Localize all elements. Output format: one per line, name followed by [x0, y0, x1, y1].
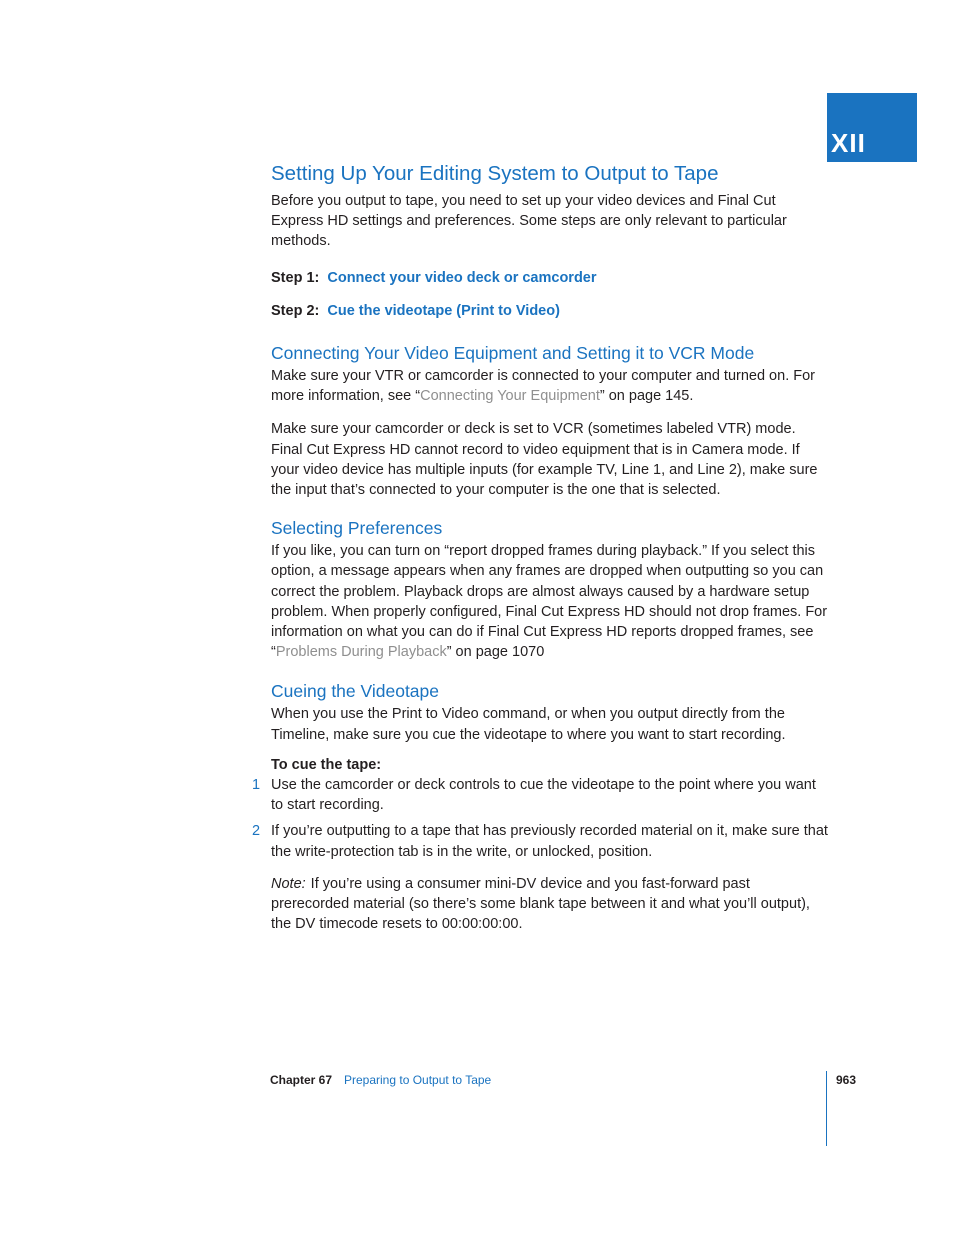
page-number: 963	[836, 1073, 857, 1087]
xref-connecting-equipment[interactable]: Connecting Your Equipment	[420, 388, 600, 405]
list-number: 2	[252, 823, 261, 840]
text-run: ” on page 145.	[599, 388, 694, 405]
procedure-lead: To cue the tape:	[271, 756, 382, 773]
step-2-link[interactable]: Cue the videotape (Print to Video)	[327, 302, 560, 319]
list-text: If you’re outputting to a tape that has previously recorded material on it, make sure that the write-protection tab is in the write, or unlocked, position.	[271, 823, 828, 860]
heading-preferences: Selecting Preferences	[271, 518, 443, 539]
part-tab	[827, 93, 917, 162]
preferences-paragraph	[271, 541, 831, 662]
step-2	[271, 301, 831, 321]
text-run: If you like, you can turn on “report dropped frames during playback.” If you select this option, a message appears when any frames are dropped when outputting so you can correct the problem. Playback drops are almost always caused by a hardware setup problem. When properly configured, Final Cut Express HD should not drop frames. For information on what you can do if Final Cut Express HD reports dropped frames, see “	[271, 543, 828, 661]
connecting-paragraph-2: Make sure your camcorder or deck is set to VCR (sometimes labeled VTR) mode. Final Cut Express HD cannot record to video equipment that is in Camera mode. If your video device has multiple inputs (for example TV, Line 1, and Line 2), make sure the input that’s connected to your computer is the one that is selected.	[271, 421, 818, 499]
list-item	[252, 775, 831, 815]
intro-paragraph: Before you output to tape, you need to set up your video devices and Final Cut Express HD settings and preferences. Some steps are only relevant to particular methods.	[271, 193, 787, 250]
heading-cueing: Cueing the Videotape	[271, 681, 440, 702]
section-heading-main: Setting Up Your Editing System to Output to Tape	[271, 162, 719, 185]
note-label: Note:	[271, 875, 306, 892]
step-2-label: Step 2:	[271, 302, 320, 319]
note-text: If you’re using a consumer mini-DV device and you fast-forward past prerecorded material (so there’s some blank tape between it and what you’ll output), the DV timecode resets to 00:00:00:00.	[271, 875, 810, 933]
list-number: 1	[252, 777, 261, 794]
xref-problems-playback[interactable]: Problems During Playback	[275, 644, 447, 661]
text-run: Make sure your VTR or camcorder is connected to your computer and turned on. For more information, see “	[271, 368, 815, 405]
heading-connecting: Connecting Your Video Equipment and Setting it to VCR Mode	[271, 343, 755, 364]
text-run: ” on page 1070	[446, 644, 545, 661]
part-tab-label: XII	[831, 128, 866, 158]
connecting-paragraph-1	[271, 366, 831, 406]
step-1-label: Step 1:	[271, 269, 320, 286]
note-paragraph	[271, 874, 831, 935]
cueing-paragraph: When you use the Print to Video command, or when you output directly from the Timeline, make sure you cue the videotape to where you want to start recording.	[271, 706, 786, 743]
list-text: Use the camcorder or deck controls to cue the videotape to the point where you want to start recording.	[271, 777, 816, 814]
footer-chapter: Chapter 67	[270, 1073, 333, 1087]
footer-chapter-title[interactable]: Preparing to Output to Tape	[344, 1073, 492, 1087]
step-1	[271, 268, 831, 288]
page-content	[252, 160, 831, 934]
list-item	[252, 821, 831, 861]
footer-rule	[826, 1071, 827, 1146]
step-1-link[interactable]: Connect your video deck or camcorder	[327, 269, 597, 286]
